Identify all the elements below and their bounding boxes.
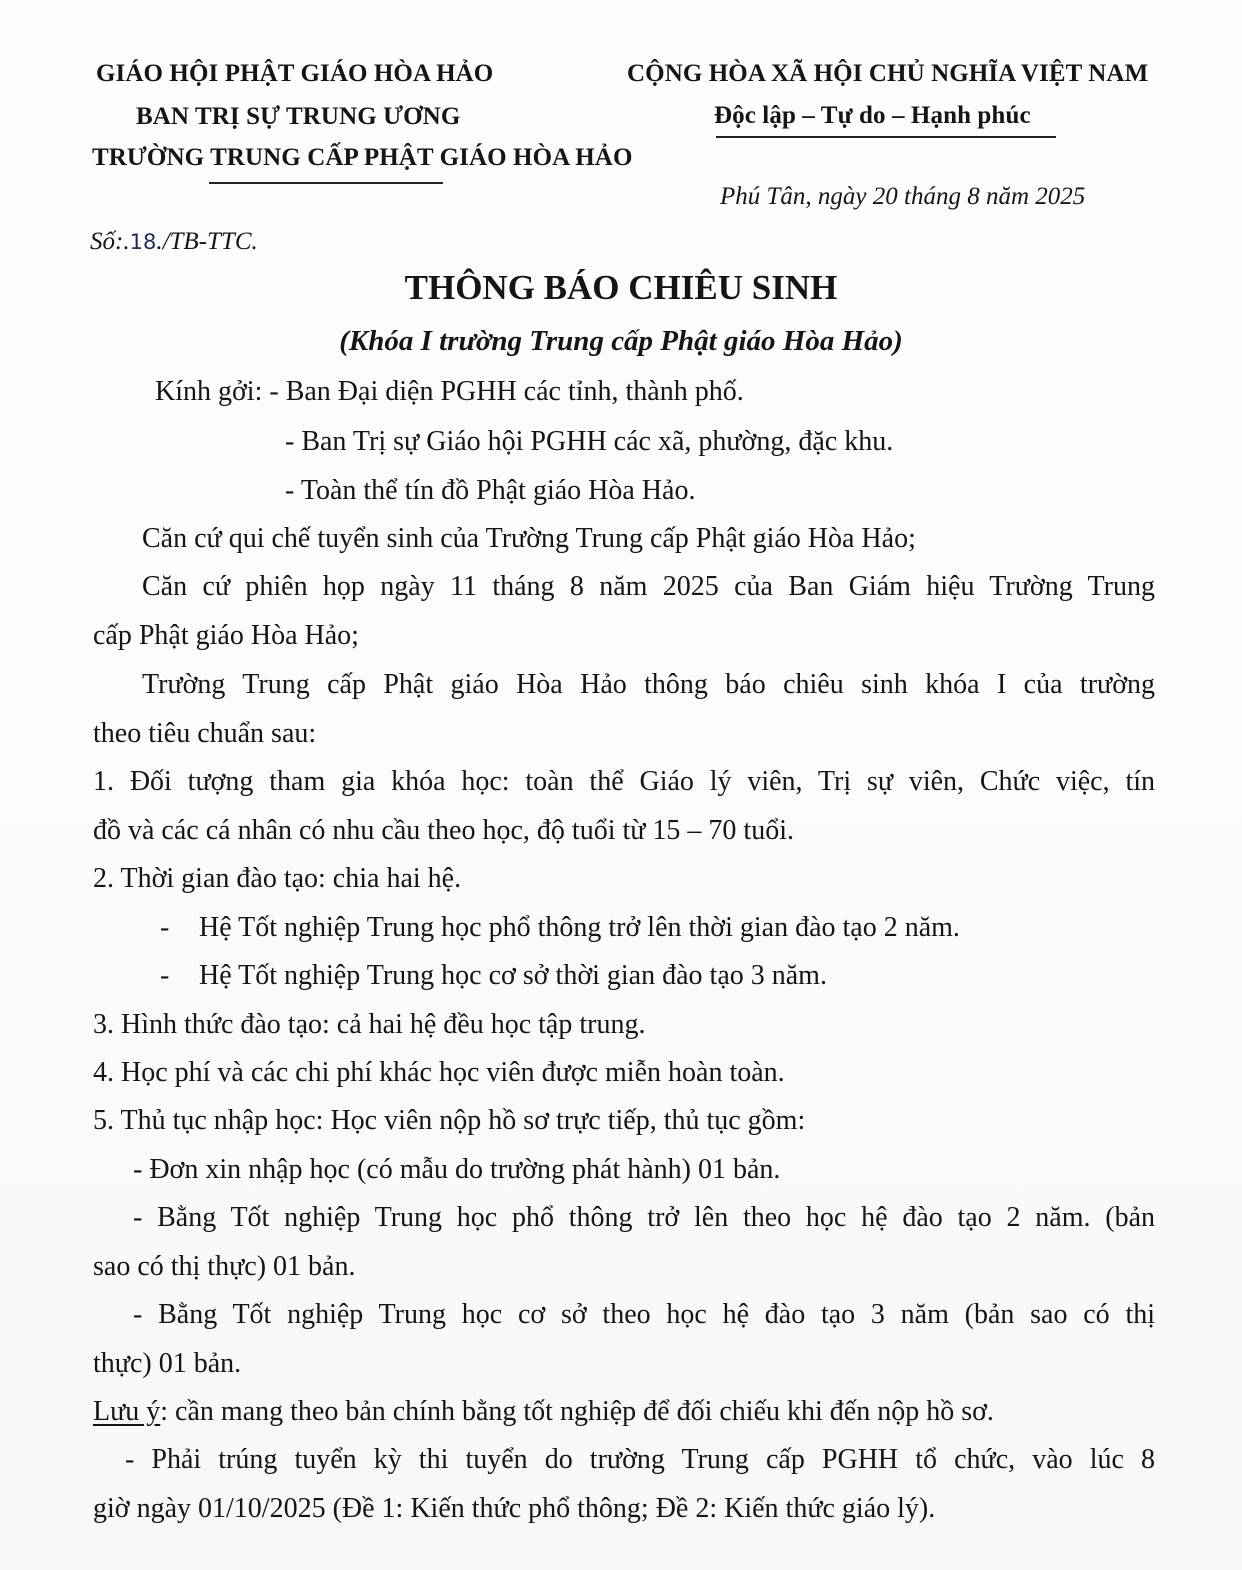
recipients-label: Kính gởi: (155, 376, 263, 407)
section-5-heading: 5. Thủ tục nhập học: Học viên nộp hồ sơ trực tiếp, thủ tục gồm: (93, 1105, 806, 1136)
org-name-line1: GIÁO HỘI PHẬT GIÁO HÒA HẢO (96, 60, 494, 87)
exam-text: - Phải trúng tuyển kỳ thi tuyển do trường Trung cấp PGHH tổ chức, vào lúc 8 (125, 1444, 1155, 1475)
motto-underline (716, 136, 1056, 138)
section-5-item-ms-diploma-line1 (133, 1301, 1155, 1329)
section-2-item: Hệ Tốt nghiệp Trung học cơ sở thời gian đào tạo 3 năm. (199, 960, 827, 991)
issue-date: Phú Tân, ngày 20 tháng 8 năm 2025 (720, 183, 1086, 210)
section-2-bullet: - (160, 912, 170, 943)
basis-meeting-text: Căn cứ phiên họp ngày 11 tháng 8 năm 2025 của Ban Giám hiệu Trường Trung (142, 571, 1155, 602)
basis-meeting-line1 (142, 573, 1155, 601)
exam-line1 (125, 1446, 1155, 1474)
section-4: 4. Học phí và các chi phí khác học viên được miễn hoàn toàn. (93, 1057, 785, 1088)
doc-number-prefix: Số:. (90, 228, 130, 255)
document-number (90, 228, 258, 256)
section-2-item: Hệ Tốt nghiệp Trung học phổ thông trở lên thời gian đào tạo 2 năm. (199, 912, 960, 943)
basis-regulation: Căn cứ qui chế tuyển sinh của Trường Trung cấp Phật giáo Hòa Hảo; (142, 523, 916, 554)
basis-meeting-line2: cấp Phật giáo Hòa Hảo; (93, 620, 359, 651)
note-label: Lưu ý (93, 1396, 161, 1427)
section-1-text: 1. Đối tượng tham gia khóa học: toàn thể Giáo lý viên, Trị sự viên, Chức việc, tín (93, 766, 1155, 797)
exam-line2: giờ ngày 01/10/2025 (Đề 1: Kiến thức phổ thông; Đề 2: Kiến thức giáo lý). (93, 1493, 936, 1524)
org-name-divider (209, 182, 443, 184)
doc-number-suffix: ./TB-TTC. (156, 228, 258, 255)
intro-text: Trường Trung cấp Phật giáo Hòa Hảo thông báo chiêu sinh khóa I của trường (142, 669, 1155, 700)
section-5-item-hs-text: - Bằng Tốt nghiệp Trung học phổ thông trở lên theo học hệ đào tạo 2 năm. (bản (133, 1202, 1155, 1233)
section-2-bullet: - (160, 960, 170, 991)
section-5-item-ms-text: - Bằng Tốt nghiệp Trung học cơ sở theo học hệ đào tạo 3 năm (bản sao có thị (133, 1299, 1155, 1330)
recipient-item: - Ban Đại diện PGHH các tỉnh, thành phố. (269, 376, 744, 407)
section-1-line1 (93, 768, 1155, 796)
section-5-item-ms-diploma-line2: thực) 01 bản. (93, 1348, 242, 1379)
org-name-line3: TRƯỜNG TRUNG CẤP PHẬT GIÁO HÒA HẢO (92, 144, 633, 171)
intro-line1 (142, 671, 1155, 699)
note-line (93, 1398, 994, 1426)
section-2-heading: 2. Thời gian đào tạo: chia hai hệ. (93, 863, 462, 894)
note-text: : cần mang theo bản chính bằng tốt nghiệp để đối chiếu khi đến nộp hồ sơ. (160, 1396, 994, 1427)
national-title: CỘNG HÒA XÃ HỘI CHỦ NGHĨA VIỆT NAM (627, 60, 1149, 87)
document-subtitle: (Khóa I trường Trung cấp Phật giáo Hòa Hảo) (339, 325, 903, 357)
section-1-line2: đồ và các cá nhân có nhu cầu theo học, độ tuổi từ 15 – 70 tuổi. (93, 815, 794, 846)
recipient-item: - Ban Trị sự Giáo hội PGHH các xã, phường, đặc khu. (285, 426, 894, 457)
national-motto: Độc lập – Tự do – Hạnh phúc (714, 102, 1031, 129)
section-3: 3. Hình thức đào tạo: cả hai hệ đều học tập trung. (93, 1009, 646, 1040)
recipients-first-line (155, 378, 744, 406)
intro-line2: theo tiêu chuẩn sau: (93, 718, 317, 749)
section-5-item-hs-diploma-line2: sao có thị thực) 01 bản. (93, 1251, 356, 1282)
section-5-item-application: - Đơn xin nhập học (có mẫu do trường phát hành) 01 bản. (133, 1154, 781, 1185)
document-title: THÔNG BÁO CHIÊU SINH (404, 268, 838, 307)
doc-number-value: 18 (129, 230, 157, 254)
org-name-line2: BAN TRỊ SỰ TRUNG ƯƠNG (136, 103, 461, 130)
recipient-item: - Toàn thể tín đồ Phật giáo Hòa Hảo. (285, 475, 696, 506)
section-5-item-hs-diploma-line1 (133, 1204, 1155, 1232)
